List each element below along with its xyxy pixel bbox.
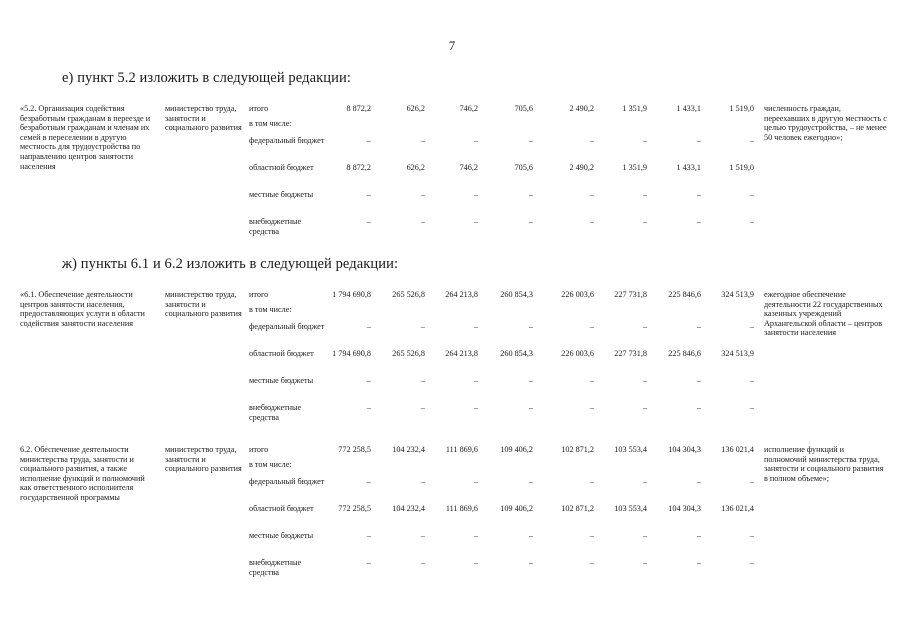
funding-amount: 2 490,2 <box>569 163 594 172</box>
funding-source-label: итого <box>249 290 269 299</box>
funding-amount: – <box>366 477 371 486</box>
funding-amount: – <box>642 531 647 540</box>
funding-amount: – <box>749 217 754 226</box>
funding-amount: – <box>749 531 754 540</box>
funding-amount: 705,6 <box>514 163 533 172</box>
section-heading-6-1-6-2: ж) пункты 6.1 и 6.2 изложить в следующей редакции: <box>62 256 399 272</box>
funding-amount: – <box>589 531 594 540</box>
funding-amount: – <box>420 217 425 226</box>
funding-source-label: федеральный бюджет <box>249 322 325 331</box>
funding-amount: 102 871,2 <box>561 445 594 454</box>
expected-result: численность граждан, переехавших в другую местность с целью трудоустройства, – не менее 50 человек ежегодно»; <box>764 104 887 142</box>
funding-amount: – <box>528 558 533 567</box>
funding-amount: 104 232,4 <box>392 504 425 513</box>
funding-amount: – <box>528 322 533 331</box>
funding-amount: – <box>589 136 594 145</box>
page-number: 7 <box>448 38 456 53</box>
funding-amount: 1 433,1 <box>676 163 701 172</box>
funding-amount: – <box>528 217 533 226</box>
program-table-block <box>20 104 890 244</box>
funding-source-label: итого <box>249 104 269 113</box>
funding-amount: – <box>642 190 647 199</box>
funding-amount: – <box>420 190 425 199</box>
funding-amount: 265 526,8 <box>392 349 425 358</box>
funding-amount: 746,2 <box>459 104 478 113</box>
funding-amount: – <box>473 322 478 331</box>
funding-amount: – <box>366 531 371 540</box>
funding-amount: – <box>473 376 478 385</box>
funding-amount: – <box>420 531 425 540</box>
funding-amount: – <box>696 136 701 145</box>
executor: министерство труда, занятости и социального развития <box>165 445 242 474</box>
funding-amount: 260 854,3 <box>500 290 533 299</box>
funding-amount: – <box>420 477 425 486</box>
funding-amount: – <box>366 558 371 567</box>
funding-amount: – <box>696 558 701 567</box>
funding-amount: – <box>366 403 371 412</box>
section-heading-5-2: е) пункт 5.2 изложить в следующей редакции: <box>62 70 351 86</box>
funding-amount: 746,2 <box>459 163 478 172</box>
funding-amount: – <box>589 217 594 226</box>
funding-amount: 1 794 690,8 <box>332 349 371 358</box>
funding-amount: 226 003,6 <box>561 349 594 358</box>
funding-amount: 136 021,4 <box>721 445 754 454</box>
funding-amount: – <box>420 322 425 331</box>
funding-source-label: федеральный бюджет <box>249 477 325 486</box>
funding-amount: – <box>366 376 371 385</box>
funding-amount: – <box>528 403 533 412</box>
funding-amount: 1 519,0 <box>729 163 754 172</box>
funding-amount: – <box>749 136 754 145</box>
program-table-block <box>20 290 890 430</box>
funding-amount: 225 846,6 <box>668 290 701 299</box>
funding-amount: 626,2 <box>406 104 425 113</box>
funding-amount: 102 871,2 <box>561 504 594 513</box>
funding-amount: 227 731,8 <box>614 349 647 358</box>
funding-source-label: областной бюджет <box>249 349 314 358</box>
funding-amount: – <box>696 477 701 486</box>
funding-amount: 103 553,4 <box>614 445 647 454</box>
funding-amount: – <box>642 403 647 412</box>
expected-result: исполнение функций и полномочий министерства труда, занятости и социального развития в полном объеме»; <box>764 445 884 483</box>
activity-name: 6.2. Обеспечение деятельности министерства труда, занятости и социального развития, а также исполнение функций и полномочий как ответственного исполнителя государственной программы <box>20 445 145 502</box>
funding-amount: – <box>473 136 478 145</box>
funding-amount: – <box>589 558 594 567</box>
funding-amount: 227 731,8 <box>614 290 647 299</box>
funding-amount: – <box>473 477 478 486</box>
funding-amount: – <box>642 558 647 567</box>
funding-source-label: в том числе: <box>249 305 292 314</box>
funding-source-label: внебюджетные средства <box>249 403 302 422</box>
funding-source-label: внебюджетные средства <box>249 558 302 577</box>
funding-amount: – <box>589 376 594 385</box>
funding-amount: 264 213,8 <box>445 349 478 358</box>
funding-source-label: областной бюджет <box>249 504 314 513</box>
funding-amount: 1 794 690,8 <box>332 290 371 299</box>
funding-amount: 264 213,8 <box>445 290 478 299</box>
funding-amount: – <box>696 531 701 540</box>
funding-amount: 8 872,2 <box>346 104 371 113</box>
funding-amount: 1 519,0 <box>729 104 754 113</box>
funding-amount: – <box>366 217 371 226</box>
funding-source-label: внебюджетные средства <box>249 217 302 236</box>
program-table-block <box>20 445 890 585</box>
funding-amount: 1 433,1 <box>676 104 701 113</box>
funding-amount: – <box>589 322 594 331</box>
funding-amount: 226 003,6 <box>561 290 594 299</box>
funding-source-label: в том числе: <box>249 460 292 469</box>
funding-amount: – <box>366 322 371 331</box>
funding-amount: – <box>473 217 478 226</box>
funding-source-label: местные бюджеты <box>249 531 314 540</box>
funding-amount: – <box>696 403 701 412</box>
funding-amount: – <box>528 190 533 199</box>
funding-source-label: областной бюджет <box>249 163 314 172</box>
funding-amount: 260 854,3 <box>500 349 533 358</box>
funding-amount: 2 490,2 <box>569 104 594 113</box>
funding-amount: 1 351,9 <box>622 163 647 172</box>
expected-result: ежегодное обеспечение деятельности 22 государственных казенных учреждений Архангельской области – центров занятости населения <box>764 290 883 338</box>
funding-source-label: федеральный бюджет <box>249 136 325 145</box>
executor: министерство труда, занятости и социального развития <box>165 290 242 319</box>
funding-amount: 8 872,2 <box>346 163 371 172</box>
funding-amount: 705,6 <box>514 104 533 113</box>
funding-amount: 111 869,6 <box>445 445 478 454</box>
funding-source-label: итого <box>249 445 269 454</box>
funding-amount: 103 553,4 <box>614 504 647 513</box>
funding-amount: – <box>696 322 701 331</box>
funding-amount: – <box>528 477 533 486</box>
funding-amount: – <box>749 558 754 567</box>
funding-amount: – <box>589 403 594 412</box>
funding-amount: – <box>642 136 647 145</box>
funding-amount: 111 869,6 <box>445 504 478 513</box>
funding-amount: 109 406,2 <box>500 504 533 513</box>
funding-amount: – <box>420 136 425 145</box>
activity-name: «6.1. Обеспечение деятельности центров занятости населения, предоставляющих услуги в области содействия занятости населения <box>20 290 145 328</box>
funding-source-label: местные бюджеты <box>249 190 314 199</box>
funding-amount: – <box>749 477 754 486</box>
funding-amount: – <box>749 322 754 331</box>
funding-amount: 136 021,4 <box>721 504 754 513</box>
funding-amount: – <box>528 376 533 385</box>
executor: министерство труда, занятости и социального развития <box>165 104 242 133</box>
funding-amount: 109 406,2 <box>500 445 533 454</box>
funding-amount: – <box>749 403 754 412</box>
funding-amount: 324 513,9 <box>721 349 754 358</box>
funding-amount: 104 304,3 <box>668 445 701 454</box>
funding-amount: 104 232,4 <box>392 445 425 454</box>
funding-amount: 626,2 <box>406 163 425 172</box>
funding-source-label: местные бюджеты <box>249 376 314 385</box>
funding-amount: – <box>749 376 754 385</box>
funding-amount: – <box>642 477 647 486</box>
funding-amount: – <box>696 376 701 385</box>
funding-amount: – <box>420 403 425 412</box>
funding-amount: 104 304,3 <box>668 504 701 513</box>
funding-amount: – <box>589 477 594 486</box>
funding-amount: – <box>749 190 754 199</box>
funding-amount: – <box>642 217 647 226</box>
funding-amount: – <box>473 190 478 199</box>
funding-source-label: в том числе: <box>249 119 292 128</box>
funding-amount: 1 351,9 <box>622 104 647 113</box>
activity-name: «5.2. Организация содействия безработным гражданам в переезде и безработным гражданам и членам их семей в переселении в другую местность для трудоустройства по направлению центров занятости населения <box>20 104 151 171</box>
funding-amount: 772 258,5 <box>338 445 371 454</box>
funding-amount: – <box>589 190 594 199</box>
funding-amount: – <box>642 322 647 331</box>
funding-amount: 265 526,8 <box>392 290 425 299</box>
funding-amount: – <box>473 558 478 567</box>
funding-amount: – <box>473 403 478 412</box>
funding-amount: – <box>420 558 425 567</box>
funding-amount: – <box>420 376 425 385</box>
funding-amount: – <box>528 531 533 540</box>
funding-amount: – <box>528 136 533 145</box>
funding-amount: 324 513,9 <box>721 290 754 299</box>
funding-amount: 225 846,6 <box>668 349 701 358</box>
funding-amount: – <box>366 136 371 145</box>
funding-amount: 772 258,5 <box>338 504 371 513</box>
funding-amount: – <box>696 190 701 199</box>
funding-amount: – <box>366 190 371 199</box>
funding-amount: – <box>473 531 478 540</box>
funding-amount: – <box>696 217 701 226</box>
funding-amount: – <box>642 376 647 385</box>
